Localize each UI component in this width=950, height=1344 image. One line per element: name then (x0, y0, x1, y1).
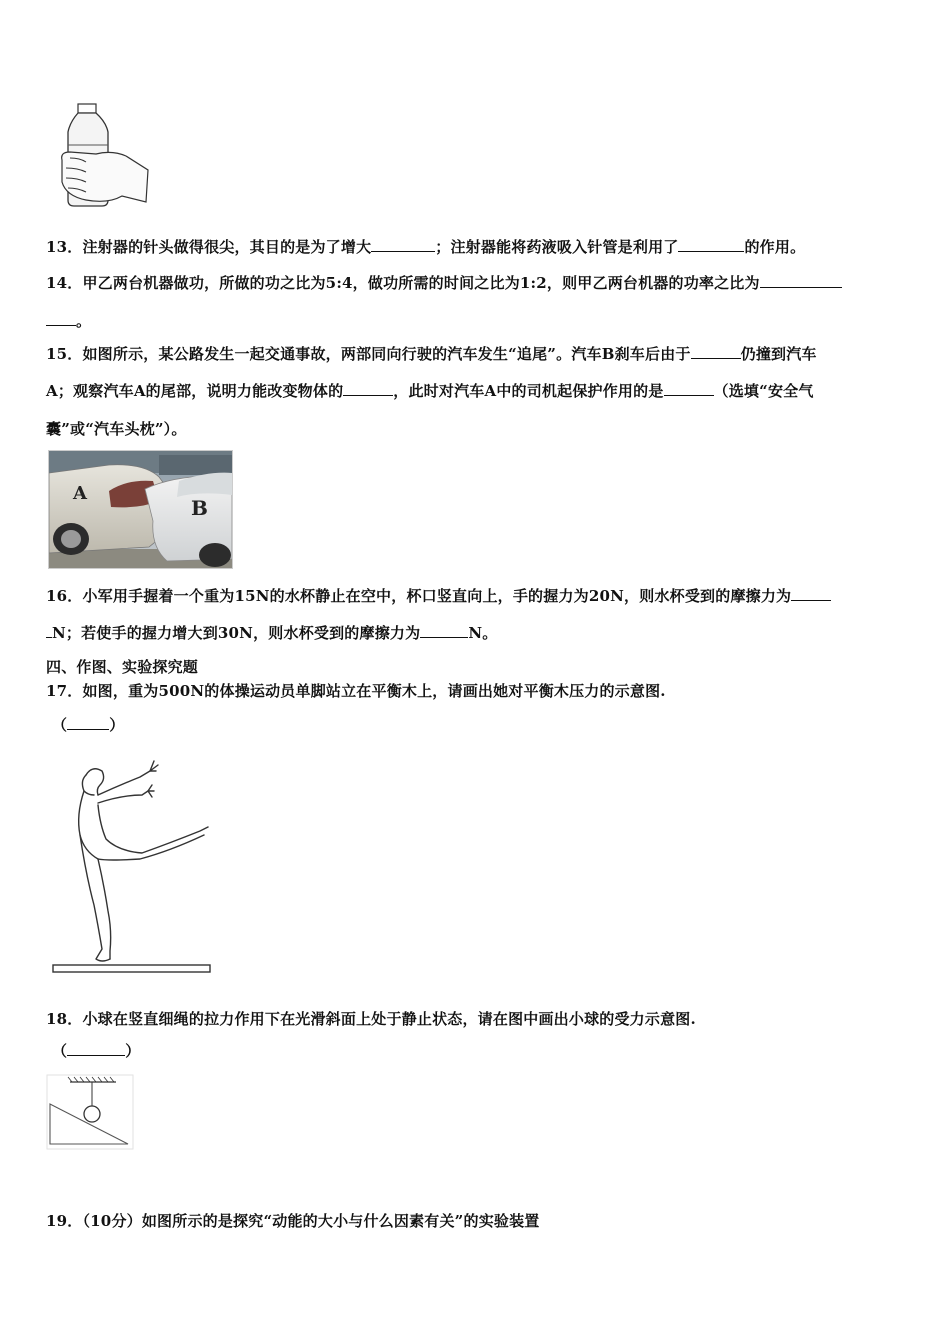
question-13 (46, 236, 805, 257)
question-15-line-2 (46, 380, 814, 401)
q15-text-b: 仍撞到汽车 (740, 345, 817, 363)
label-car-b: B (191, 496, 208, 520)
q14-blank-2[interactable] (46, 311, 76, 326)
question-15-line-3 (46, 418, 187, 439)
question-16-line-2 (46, 622, 497, 643)
q13-text-b: ；注射器能将药液吸入针管是利用了 (435, 238, 679, 256)
q13-blank-2[interactable] (678, 237, 744, 252)
q17-close: ） (109, 716, 125, 734)
section-4-title-text: 四、作图、实验探究题 (46, 658, 199, 676)
q13-blank-1[interactable] (371, 237, 435, 252)
label-car-a: A (73, 483, 87, 504)
car-collision-photo (48, 450, 233, 569)
question-19 (46, 1210, 540, 1231)
q15-blank-3[interactable] (664, 381, 714, 396)
q16-blank-2[interactable] (420, 623, 468, 638)
q13-text-a: 13．注射器的针头做得很尖，其目的是为了增大 (46, 238, 372, 256)
q18-text: 18．小球在竖直细绳的拉力作用下在光滑斜面上处于静止状态，请在图中画出小球的受力示意图. (46, 1010, 696, 1028)
q14-blank-1[interactable] (760, 273, 842, 288)
q16-blank-1[interactable] (791, 586, 831, 601)
question-17 (46, 680, 666, 701)
q18-answer (52, 1040, 140, 1061)
q15-text-a: 15．如图所示，某公路发生一起交通事故，两部同向行驶的汽车发生“追尾”。汽车B刹车后由于 (46, 345, 691, 363)
question-16-line-1 (46, 585, 831, 606)
ball-on-incline-figure (46, 1074, 136, 1152)
gymnast-balance-beam-figure (50, 755, 220, 977)
q16-text-a: 16．小军用手握着一个重为15N的水杯静止在空中，杯口竖直向上，手的握力为20N，则水杯受到的摩擦力为 (46, 587, 792, 605)
q16-text-c: N。 (468, 624, 498, 642)
q13-text-c: 的作用。 (744, 238, 806, 256)
question-14 (46, 272, 842, 293)
question-18 (46, 1008, 696, 1029)
q17-blank[interactable] (67, 715, 109, 730)
q15-text-c: A；观察汽车A的尾部，说明力能改变物体的 (46, 382, 344, 400)
q15-text-e: （选填“安全气 (713, 382, 814, 400)
q16-text-b: N；若使手的握力增大到30N，则水杯受到的摩擦力为 (52, 624, 421, 642)
q19-text: 19．（10分）如图所示的是探究“动能的大小与什么因素有关”的实验装置 (46, 1212, 540, 1230)
q18-blank[interactable] (67, 1041, 125, 1056)
q15-blank-1[interactable] (691, 344, 741, 359)
q14-text: 14．甲乙两台机器做功，所做的功之比为5:4，做功所需的时间之比为1:2，则甲乙两台机器的功率之比为 (46, 274, 760, 292)
q15-text-d: ，此时对汽车A中的司机起保护作用的是 (393, 382, 664, 400)
question-15-line-1 (46, 343, 817, 364)
section-4-title (46, 656, 198, 677)
question-14-cont (46, 310, 91, 331)
q18-close: ） (125, 1042, 141, 1060)
q18-open: （ (52, 1042, 68, 1060)
q15-text-f: 囊”或“汽车头枕”）。 (46, 420, 187, 438)
q17-open: （ (52, 716, 68, 734)
q17-answer (52, 714, 124, 735)
q15-blank-2[interactable] (343, 381, 393, 396)
q17-text: 17．如图，重为500N的体操运动员单脚站立在平衡木上，请画出她对平衡木压力的示意图. (46, 682, 666, 700)
bottle-in-hand-figure (56, 100, 151, 212)
q14-end: 。 (76, 312, 92, 330)
